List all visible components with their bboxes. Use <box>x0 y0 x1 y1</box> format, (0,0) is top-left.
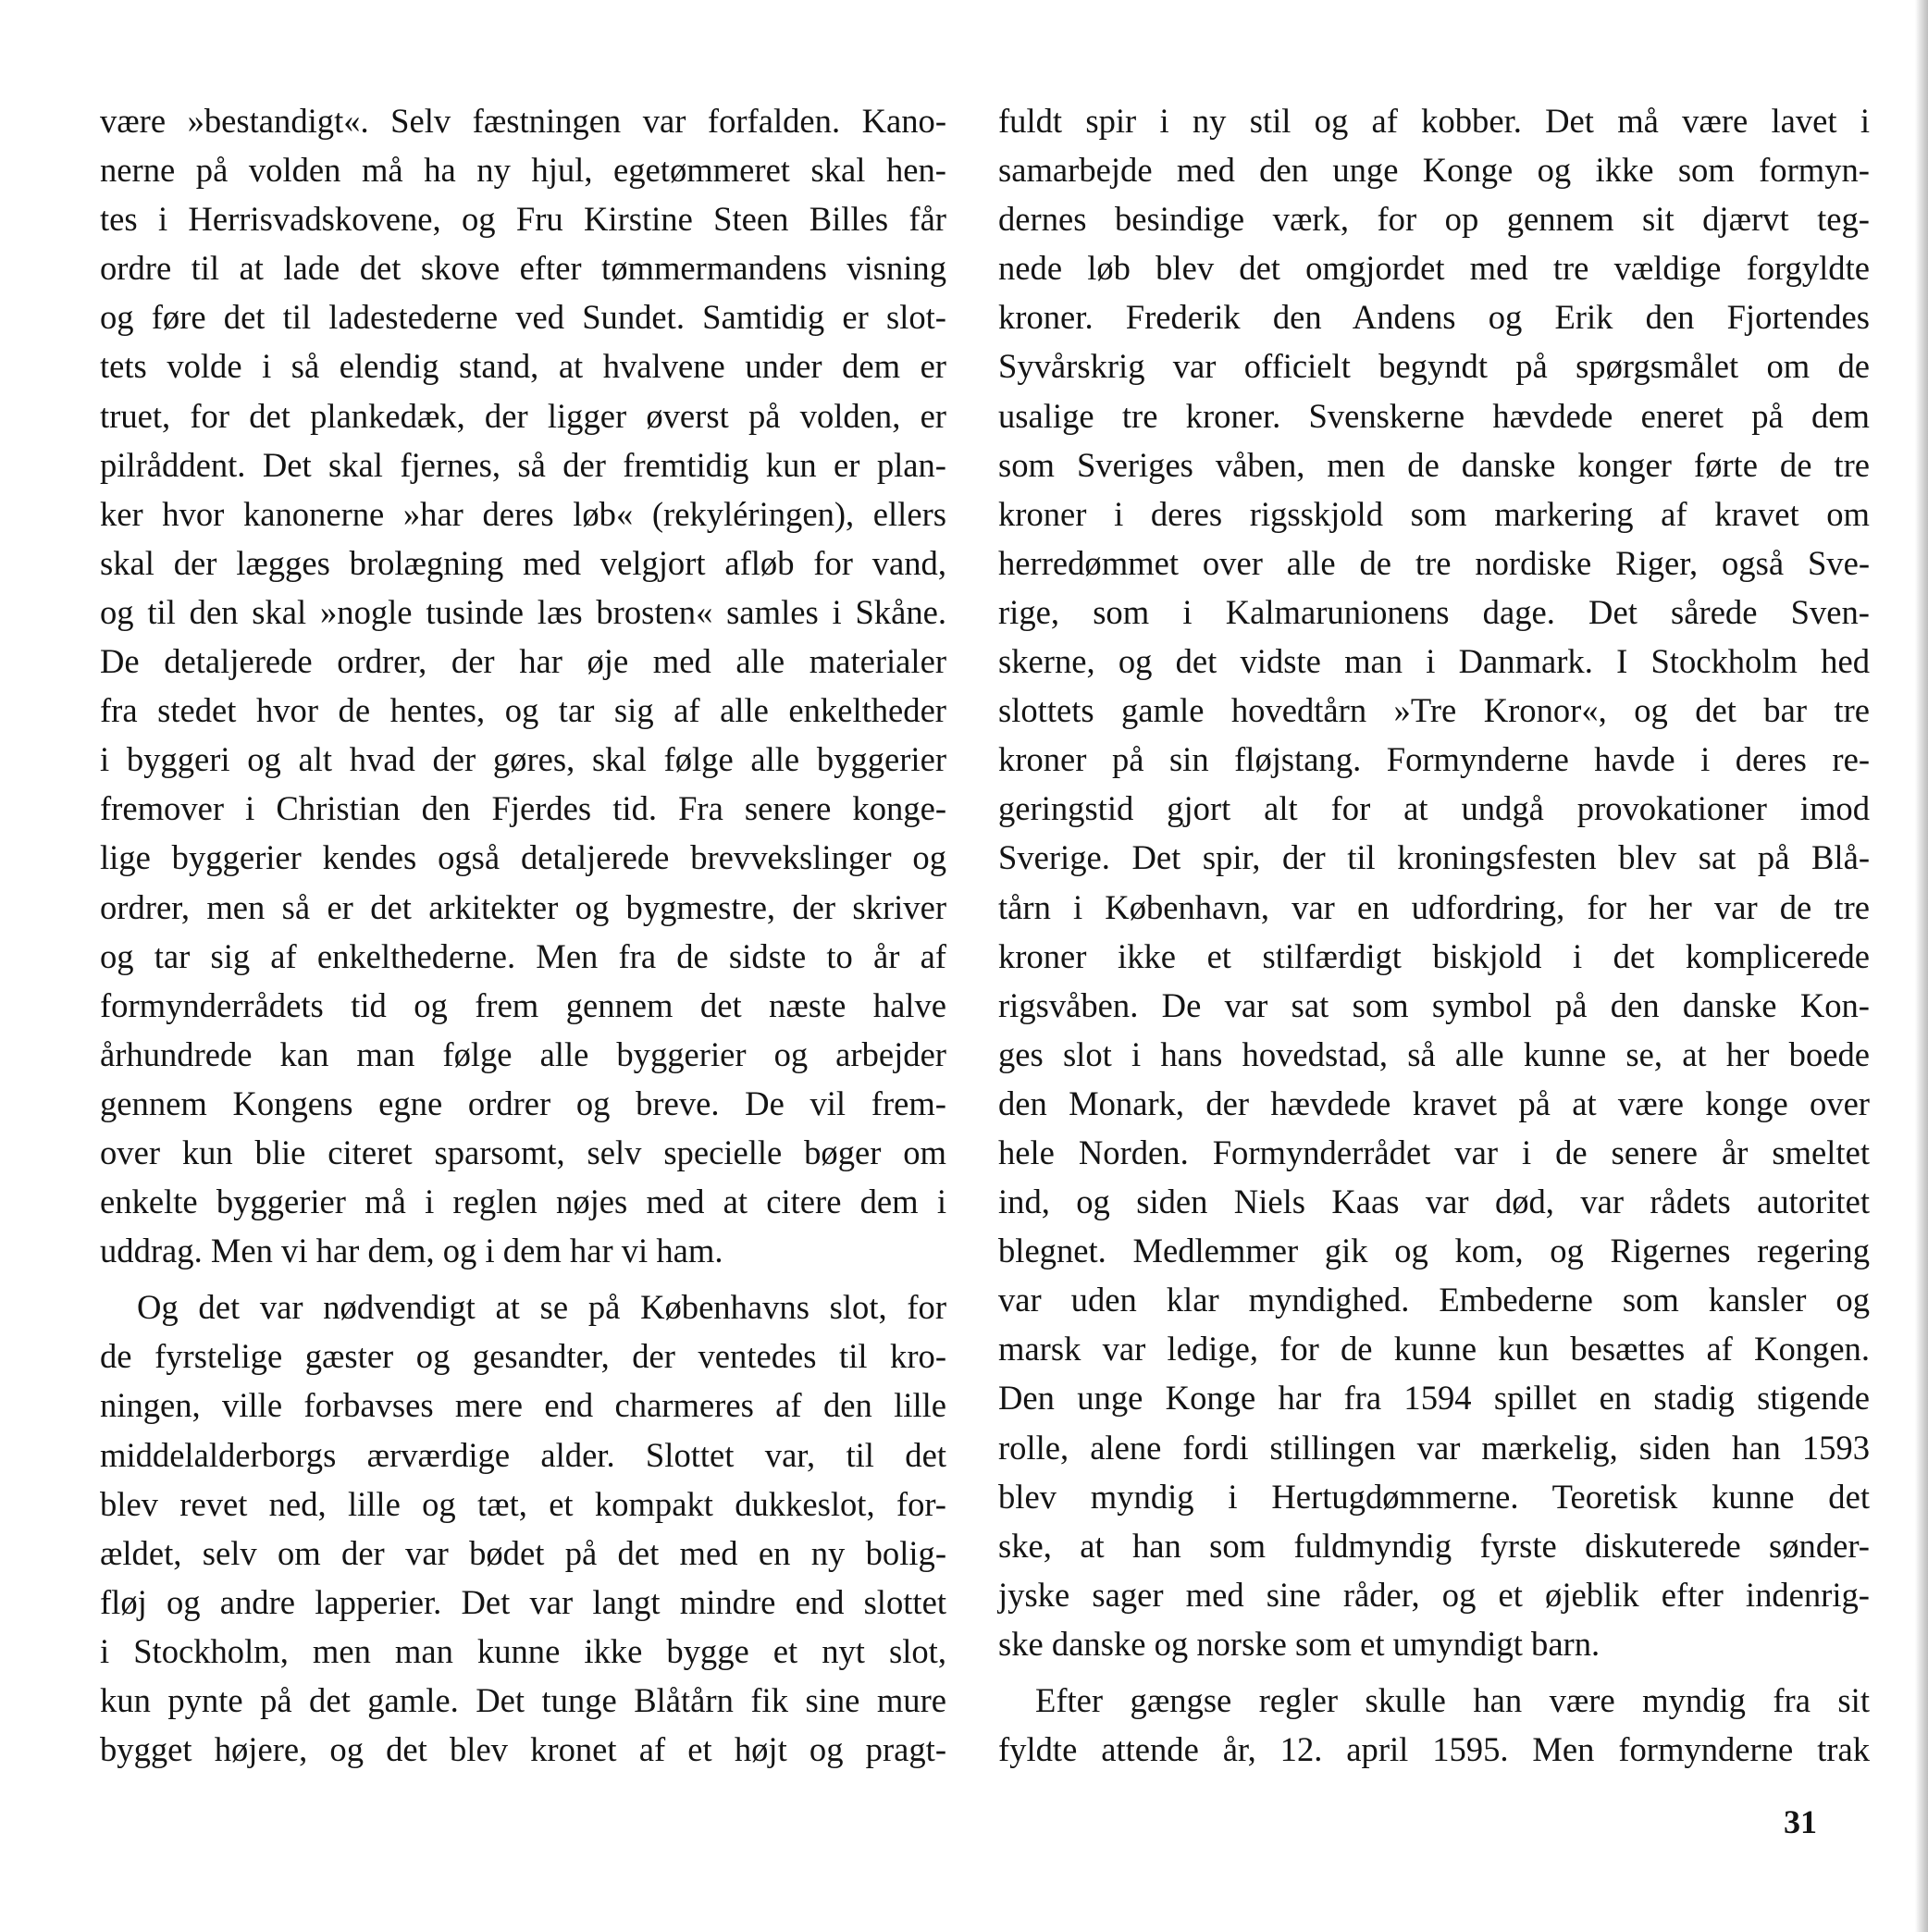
text-line: geringstid gjort alt for at undgå provokationer imod <box>998 789 1870 828</box>
page-number: 31 <box>1784 1803 1817 1840</box>
text-line: nerne på volden må ha ny hjul, egetømmeret skal hen- <box>100 151 946 190</box>
text-line: ordre til at lade det skove efter tømmermandens visning <box>100 249 946 288</box>
text-line: ske danske og norske som et umyndigt barn. <box>998 1624 1600 1663</box>
text-line-indented: Efter gængse regler skulle han være myndig fra sit <box>1035 1681 1870 1719</box>
text-line: blev revet ned, lille og tæt, et kompakt dukkeslot, for- <box>100 1484 946 1523</box>
text-line: lige byggerier kendes også detaljerede brevvekslinger og <box>100 838 946 877</box>
text-line: enkelte byggerier må i reglen nøjes med at citere dem i <box>100 1183 946 1221</box>
text-line: ges slot i hans hovedstad, så alle kunne se, at her boede <box>998 1034 1870 1073</box>
text-line: tets volde i så elendig stand, at hvalvene under dem er <box>100 347 946 386</box>
text-line: herredømmet over alle de tre nordiske Riger, også Sve- <box>998 543 1870 582</box>
text-line: kroner ikke et stilfærdigt biskjold i det komplicerede <box>998 936 1870 975</box>
paragraph-4 <box>998 1676 1870 1774</box>
text-line: var uden klar myndighed. Embederne som kansler og <box>998 1281 1870 1319</box>
left-column <box>100 96 946 1774</box>
text-line: rigsvåben. De var sat som symbol på den danske Kon- <box>998 985 1870 1024</box>
text-line: Syvårskrig var officielt begyndt på spørgsmålet om de <box>998 347 1870 386</box>
text-line: og føre det til ladestederne ved Sundet. Samtidig er slot- <box>100 298 946 337</box>
text-line: skal der lægges brolægning med velgjort afløb for vand, <box>100 543 946 582</box>
text-line: fyldte attende år, 12. april 1595. Men formynderne trak <box>998 1730 1870 1769</box>
text-line: blev myndig i Hertugdømmerne. Teoretisk kunne det <box>998 1477 1870 1516</box>
text-line: i Stockholm, men man kunne ikke bygge et nyt slot, <box>100 1631 946 1670</box>
text-line: som Sveriges våben, men de danske konger førte de tre <box>998 445 1870 484</box>
text-line: hele Norden. Formynderrådet var i de senere år smeltet <box>998 1133 1870 1171</box>
text-line: ker hvor kanonerne »har deres løb« (rekyléringen), ellers <box>100 494 946 533</box>
text-line-indented: Og det var nødvendigt at se på Københavns slot, for <box>137 1288 946 1327</box>
paragraph-3 <box>998 96 1870 1668</box>
text-line: være »bestandigt«. Selv fæstningen var forfalden. Kano- <box>100 102 946 140</box>
text-line: fremover i Christian den Fjerdes tid. Fra senere konge- <box>100 789 946 828</box>
text-line: ind, og siden Niels Kaas var død, var rådets autoritet <box>998 1183 1870 1221</box>
text-line: formynderrådets tid og frem gennem det næste halve <box>100 985 946 1024</box>
right-column <box>998 96 1870 1774</box>
text-line: pilråddent. Det skal fjernes, så der fremtidig kun er plan- <box>100 445 946 484</box>
text-line: truet, for det plankedæk, der ligger øverst på volden, er <box>100 396 946 435</box>
text-line: den Monark, der hævdede kravet på at være konge over <box>998 1084 1870 1122</box>
text-line: kroner på sin fløjstang. Formynderne havde i deres re- <box>998 740 1870 779</box>
text-line: i byggeri og alt hvad der gøres, skal følge alle byggerier <box>100 740 946 779</box>
text-line: middelalderborgs ærværdige alder. Slottet var, til det <box>100 1435 946 1474</box>
text-line: Sverige. Det spir, der til kroningsfesten blev sat på Blå- <box>998 838 1870 877</box>
text-line: samarbejde med den unge Konge og ikke som formyn- <box>998 151 1870 190</box>
paragraph-1 <box>100 96 946 1275</box>
text-line: uddrag. Men vi har dem, og i dem har vi ham. <box>100 1232 723 1270</box>
paragraph-2 <box>100 1282 946 1774</box>
text-line: usalige tre kroner. Svenskerne hævdede eneret på dem <box>998 396 1870 435</box>
text-line: fløj og andre lapperier. Det var langt mindre end slottet <box>100 1582 946 1621</box>
text-line: rige, som i Kalmarunionens dage. Det sårede Sven- <box>998 592 1870 631</box>
text-line: kroner i deres rigsskjold som markering af kravet om <box>998 494 1870 533</box>
text-line: århundrede kan man følge alle byggerier og arbejder <box>100 1034 946 1073</box>
text-line: over kun blie citeret sparsomt, selv specielle bøger om <box>100 1133 946 1171</box>
text-line: nede løb blev det omgjordet med tre vældige forgyldte <box>998 249 1870 288</box>
text-line: og til den skal »nogle tusinde læs brosten« samles i Skåne. <box>100 592 946 631</box>
text-line: jyske sager med sine råder, og et øjeblik efter indenrig- <box>998 1575 1870 1614</box>
text-line: blegnet. Medlemmer gik og kom, og Rigernes regering <box>998 1232 1870 1270</box>
text-line: skerne, og det vidste man i Danmark. I Stockholm hed <box>998 642 1870 681</box>
text-line: og tar sig af enkelthederne. Men fra de sidste to år af <box>100 936 946 975</box>
text-line: de fyrstelige gæster og gesandter, der ventedes til kro- <box>100 1337 946 1376</box>
text-line: bygget højere, og det blev kronet af et højt og pragt- <box>100 1730 946 1769</box>
text-line: fuldt spir i ny stil og af kobber. Det må være lavet i <box>998 102 1870 140</box>
text-line: tårn i København, var en udfordring, for her var de tre <box>998 887 1870 926</box>
text-line: slottets gamle hovedtårn »Tre Kronor«, og det bar tre <box>998 691 1870 730</box>
paragraph-gap <box>100 1275 946 1282</box>
text-line: ningen, ville forbavses mere end charmeres af den lille <box>100 1386 946 1425</box>
text-line: ældet, selv om der var bødet på det med en ny bolig- <box>100 1533 946 1572</box>
text-line: tes i Herrisvadskovene, og Fru Kirstine Steen Billes får <box>100 200 946 239</box>
paragraph-gap <box>998 1668 1870 1676</box>
text-line: marsk var ledige, for de kunne kun besættes af Kongen. <box>998 1330 1870 1368</box>
text-line: kroner. Frederik den Andens og Erik den Fjortendes <box>998 298 1870 337</box>
text-line: dernes besindige værk, for op gennem sit djærvt teg- <box>998 200 1870 239</box>
text-line: ske, at han som fuldmyndig fyrste diskuterede sønder- <box>998 1526 1870 1565</box>
text-line: kun pynte på det gamle. Det tunge Blåtårn fik sine mure <box>100 1681 946 1719</box>
text-line: ordrer, men så er det arkitekter og bygmestre, der skriver <box>100 887 946 926</box>
text-line: Den unge Konge har fra 1594 spillet en stadig stigende <box>998 1379 1870 1418</box>
text-line: rolle, alene fordi stillingen var mærkelig, siden han 1593 <box>998 1428 1870 1467</box>
text-line: gennem Kongens egne ordrer og breve. De vil frem- <box>100 1084 946 1122</box>
text-line: fra stedet hvor de hentes, og tar sig af alle enkeltheder <box>100 691 946 730</box>
page-edge-shadow <box>1915 0 1928 1932</box>
text-line: De detaljerede ordrer, der har øje med alle materialer <box>100 642 946 681</box>
